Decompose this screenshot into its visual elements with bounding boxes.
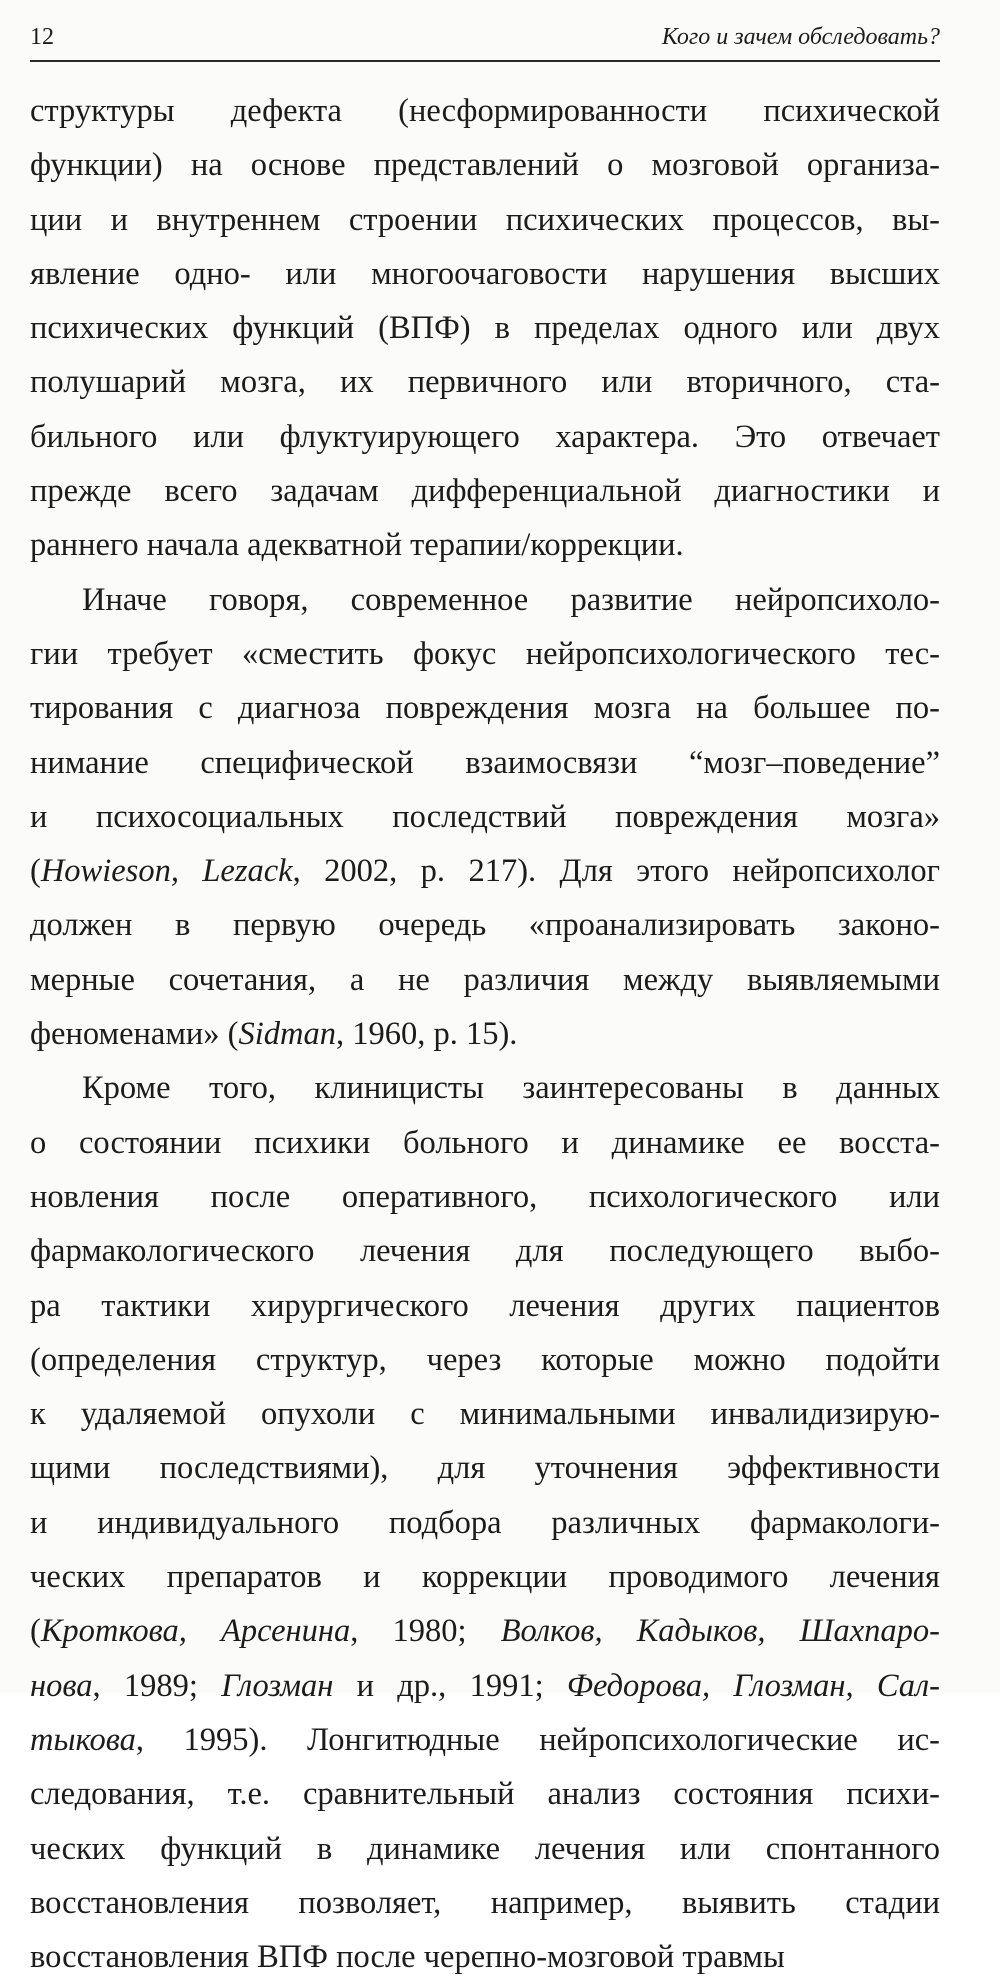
paragraph — [30, 1061, 940, 1984]
text-line: к удаляемой опухоли с минимальными инвалидизирую- — [30, 1396, 940, 1433]
text-line: полушарий мозга, их первичного или вторичного, ста- — [30, 364, 940, 401]
text-line: ра тактики хирургического лечения других пациентов — [30, 1287, 940, 1324]
text-line: феноменами» (Sidman, 1960, p. 15). — [30, 1016, 518, 1053]
text-line: раннего начала адекватной терапии/коррекции. — [30, 527, 684, 564]
text-line: новления после оперативного, психологического или — [30, 1178, 940, 1215]
text-line: восстановления ВПФ после черепно-мозговой травмы — [30, 1939, 785, 1976]
text-line: следования, т.е. сравнительный анализ состояния психи- — [30, 1776, 940, 1813]
body-text — [30, 84, 940, 1984]
text-line: тирования с диагноза повреждения мозга на большее по- — [30, 690, 940, 727]
text-line: (определения структур, через которые можно подойти — [30, 1341, 940, 1378]
text-line: функции) на основе представлений о мозговой организа- — [30, 147, 940, 184]
text-line: бильного или флуктуирующего характера. Это отвечает — [30, 418, 940, 455]
text-line: гии требует «сместить фокус нейропсихологического тес- — [30, 635, 940, 672]
text-line: и психосоциальных последствий повреждения мозга» — [30, 798, 940, 835]
text-line: нимание специфической взаимосвязи “мозг–поведение” — [30, 744, 940, 781]
text-line: прежде всего задачам дифференциальной диагностики и — [30, 473, 940, 510]
text-line: Кроме того, клиницисты заинтересованы в данных — [82, 1070, 940, 1107]
text-line: ческих функций в динамике лечения или спонтанного — [30, 1830, 940, 1867]
text-line: мерные сочетания, а не различия между выявляемыми — [30, 961, 940, 998]
text-line: фармакологического лечения для последующего выбо- — [30, 1233, 940, 1270]
text-line: (Howieson, Lezack, 2002, p. 217). Для этого нейропсихолог — [30, 853, 940, 890]
text-line: структуры дефекта (несформированности психической — [30, 93, 940, 129]
text-line: и индивидуального подбора различных фармакологи- — [30, 1504, 940, 1541]
text-line: должен в первую очередь «проанализировать законо- — [30, 907, 940, 944]
text-line: Иначе говоря, современное развитие нейропсихоло- — [82, 581, 940, 618]
running-head: Кого и зачем обследовать? — [661, 24, 940, 50]
paragraph — [30, 573, 940, 1062]
text-line: ции и внутреннем строении психических процессов, вы- — [30, 201, 940, 238]
text-line: восстановления позволяет, например, выявить стадии — [30, 1884, 940, 1921]
text-line: нова, 1989; Глозман и др., 1991; Федорова, Глозман, Сал- — [30, 1667, 940, 1704]
text-line: тыкова, 1995). Лонгитюдные нейропсихологические ис- — [30, 1721, 940, 1758]
text-line: щими последствиями), для уточнения эффективности — [30, 1450, 940, 1487]
text-line: явление одно- или многоочаговости нарушения высших — [30, 255, 940, 292]
text-line: о состоянии психики больного и динамике ее восста- — [30, 1124, 940, 1161]
text-line: психических функций (ВПФ) в пределах одного или двух — [30, 310, 940, 347]
paragraph — [30, 84, 940, 573]
text-line: (Кроткова, Арсенина, 1980; Волков, Кадыков, Шахпаро- — [30, 1613, 940, 1650]
page-number: 12 — [30, 24, 54, 50]
text-line: ческих препаратов и коррекции проводимого лечения — [30, 1559, 940, 1596]
page-header — [30, 18, 940, 62]
